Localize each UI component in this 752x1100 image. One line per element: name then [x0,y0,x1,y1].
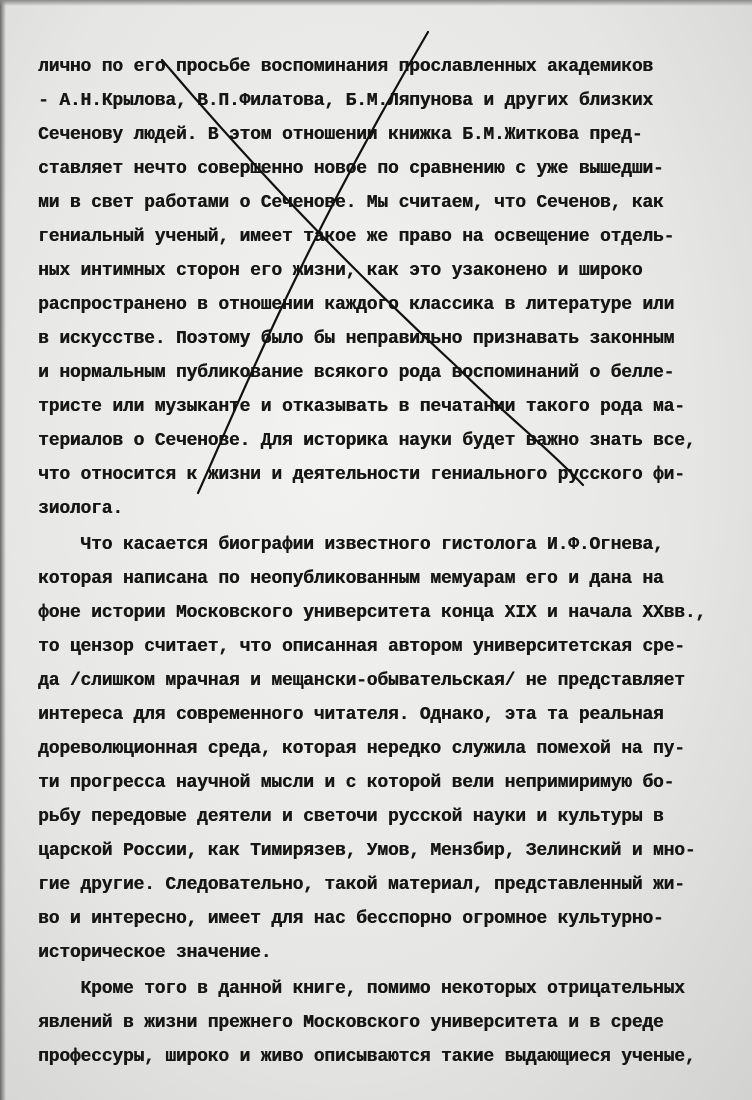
text-line: гие другие. Следовательно, такой материал, представленный жи- [38,875,685,895]
text-line: что относится к жизни и деятельности гениального русского фи- [38,465,685,485]
text-line: фоне истории Московского университета конца XIX и начала XXвв., [38,603,706,623]
text-line: историческое значение. [38,943,272,963]
text-line: лично по его просьбе воспоминания прославленных академиков [38,57,653,77]
text-line: во и интересно, имеет для нас бесспорно огромное культурно- [38,909,664,929]
text-line: Кроме того в данной книге, помимо некоторых отрицательных [38,979,685,999]
text-line: ных интимных сторон его жизни, как это узаконено и широко [38,261,643,281]
text-line: ми в свет работами о Сеченове. Мы считаем, что Сеченов, как [38,193,664,213]
text-line: тристе или музыканте и отказывать в печатании такого рода ма- [38,397,685,417]
text-line: профессуры, широко и живо описываются такие выдающиеся ученые, [38,1047,696,1067]
text-line: то цензор считает, что описанная автором университетская сре- [38,637,685,657]
text-line: в искусстве. Поэтому было бы неправильно признавать законным [38,329,675,349]
text-line: гениальный ученый, имеет такое же право на освещение отдель- [38,227,675,247]
text-line: зиолога. [38,499,123,519]
text-line: териалов о Сеченове. Для историка науки будет важно знать все, [38,431,696,451]
text-line: царской России, как Тимирязев, Умов, Мензбир, Зелинский и мно- [38,841,696,861]
text-line: и нормальным публикование всякого рода воспоминаний о белле- [38,363,675,383]
text-line: дореволюционная среда, которая нередко служила помехой на пу- [38,739,685,759]
text-line: интереса для современного читателя. Однако, эта та реальная [38,705,664,725]
text-line: которая написана по неопубликованным мемуарам его и дана на [38,569,664,589]
text-line: ставляет нечто совершенно новое по сравнению с уже вышедши- [38,159,664,179]
text-line: - А.Н.Крылова, В.П.Филатова, Б.М.Ляпунова и других близких [38,91,653,111]
text-line: ти прогресса научной мысли и с которой вели непримиримую бо- [38,773,675,793]
text-line: да /слишком мрачная и мещански-обывательская/ не представляет [38,671,685,691]
text-line: Сеченову людей. В этом отношении книжка Б.М.Житкова пред- [38,125,643,145]
text-line: Что касается биографии известного гистолога И.Ф.Огнева, [38,535,664,555]
text-line: распространено в отношении каждого классика в литературе или [38,295,675,315]
text-line: явлений в жизни прежнего Московского университета и в среде [38,1013,664,1033]
text-line: рьбу передовые деятели и светочи русской науки и культуры в [38,807,664,827]
